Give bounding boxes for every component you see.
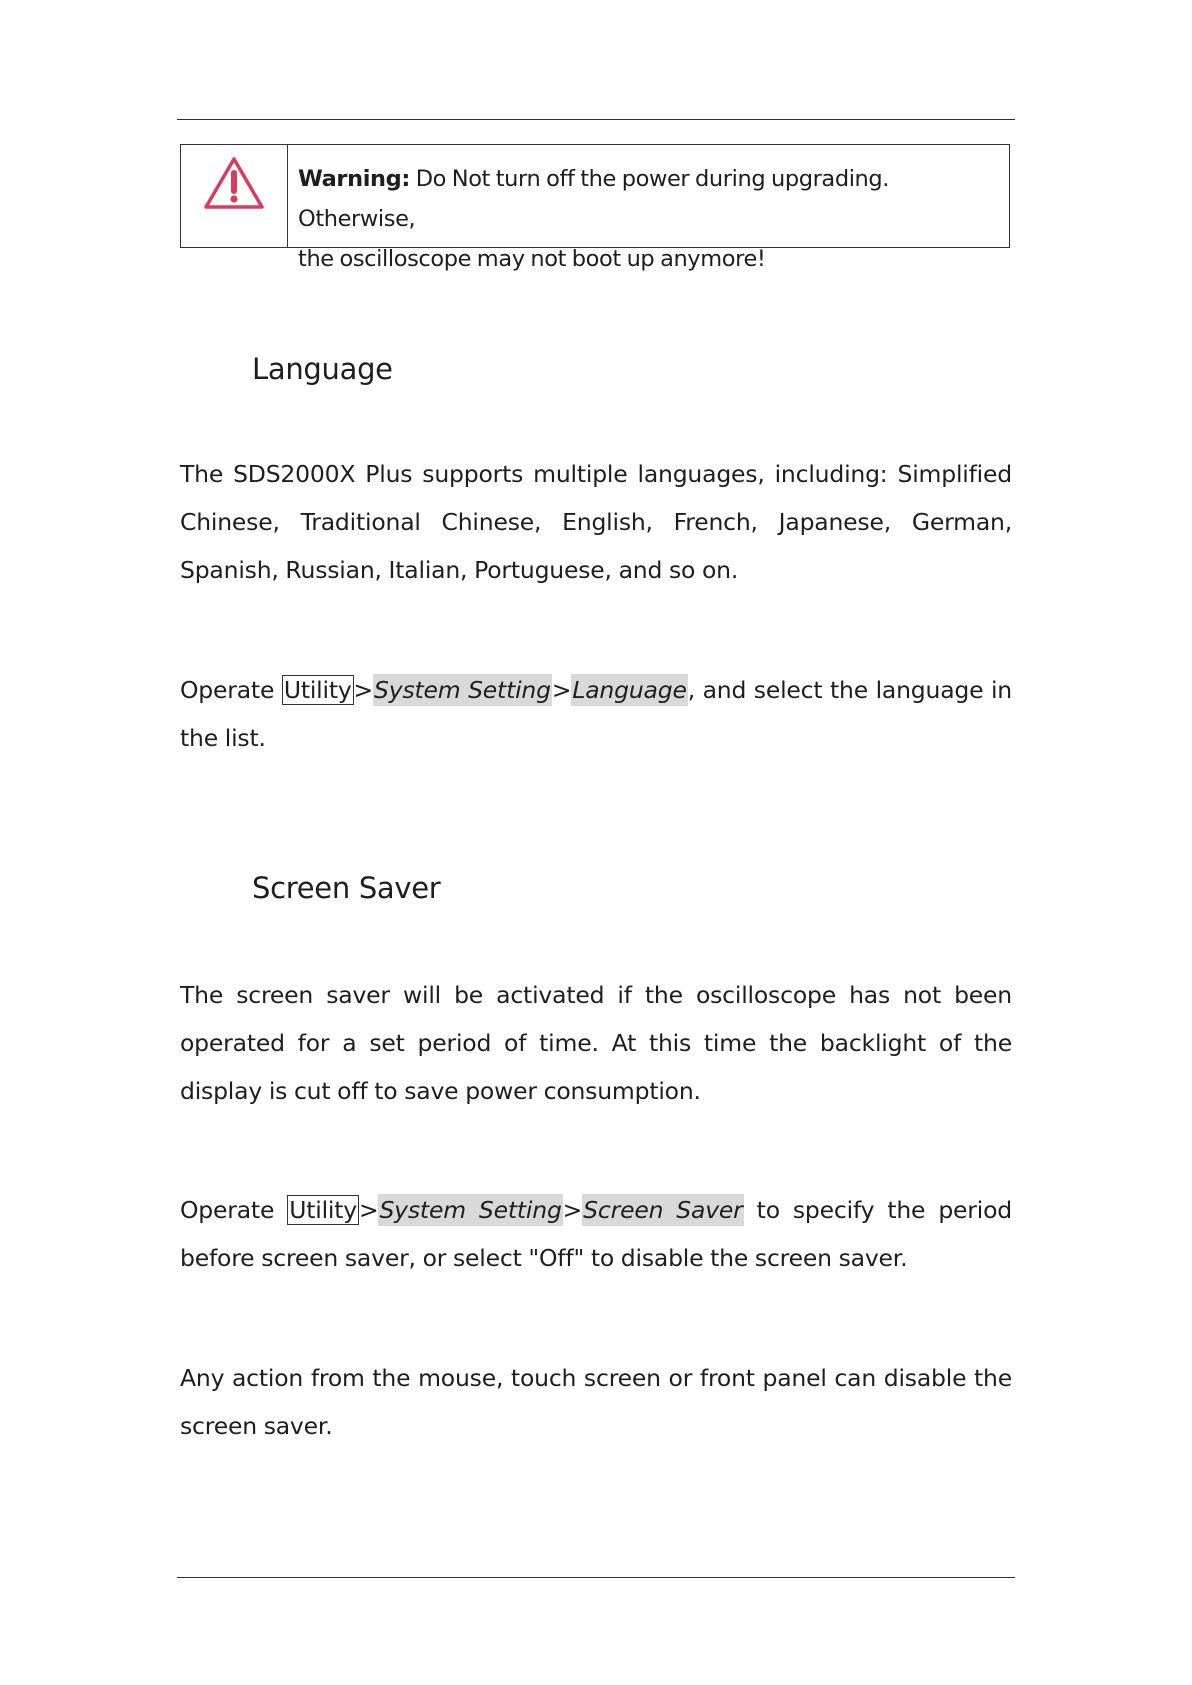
instruction-prefix: Operate xyxy=(180,676,282,704)
language-heading: Language xyxy=(252,352,393,386)
menu-separator: > xyxy=(358,1196,379,1224)
warning-line1: Do Not turn off the power during upgrading. Otherwise, xyxy=(298,166,890,232)
menu-separator: > xyxy=(551,676,572,704)
warning-line2: the oscilloscope may not boot up anymore! xyxy=(298,246,766,272)
warning-icon-cell xyxy=(181,145,288,247)
menu-language: Language xyxy=(572,676,687,704)
menu-system-setting: System Setting xyxy=(374,676,551,704)
instruction-suffix: to specify the period before screen saver, or select "Off" to disable the screen saver. xyxy=(180,1196,1012,1272)
warning-label: Warning: xyxy=(298,166,410,192)
instruction-prefix: Operate xyxy=(180,1196,288,1224)
language-description: The SDS2000X Plus supports multiple languages, including: Simplified Chinese, Traditional Chinese, English, French, Japanese, German, Spanish, Russian, Italian, Portuguese, and so on. xyxy=(180,460,1012,584)
screen-saver-description: The screen saver will be activated if the oscilloscope has not been operated for a set period of time. At this time the backlight of the display is cut off to save power consumption. xyxy=(180,981,1012,1105)
warning-box xyxy=(180,144,1010,272)
header-rule xyxy=(177,119,1015,120)
menu-separator: > xyxy=(353,676,374,704)
instruction-suffix: , and select the language in the list. xyxy=(180,676,1012,752)
menu-separator: > xyxy=(562,1196,583,1224)
screen-saver-heading: Screen Saver xyxy=(252,871,441,905)
utility-key: Utility xyxy=(289,1196,357,1224)
screen-saver-note: Any action from the mouse, touch screen or front panel can disable the screen saver. xyxy=(180,1364,1012,1440)
utility-key: Utility xyxy=(283,676,352,704)
language-instructions xyxy=(180,666,1012,762)
screen-saver-instructions xyxy=(180,1186,1012,1282)
menu-system-setting: System Setting xyxy=(379,1196,562,1224)
warning-triangle-icon xyxy=(203,155,265,215)
menu-screen-saver: Screen Saver xyxy=(583,1196,743,1224)
footer-rule xyxy=(177,1577,1015,1578)
warning-text xyxy=(288,145,1009,272)
